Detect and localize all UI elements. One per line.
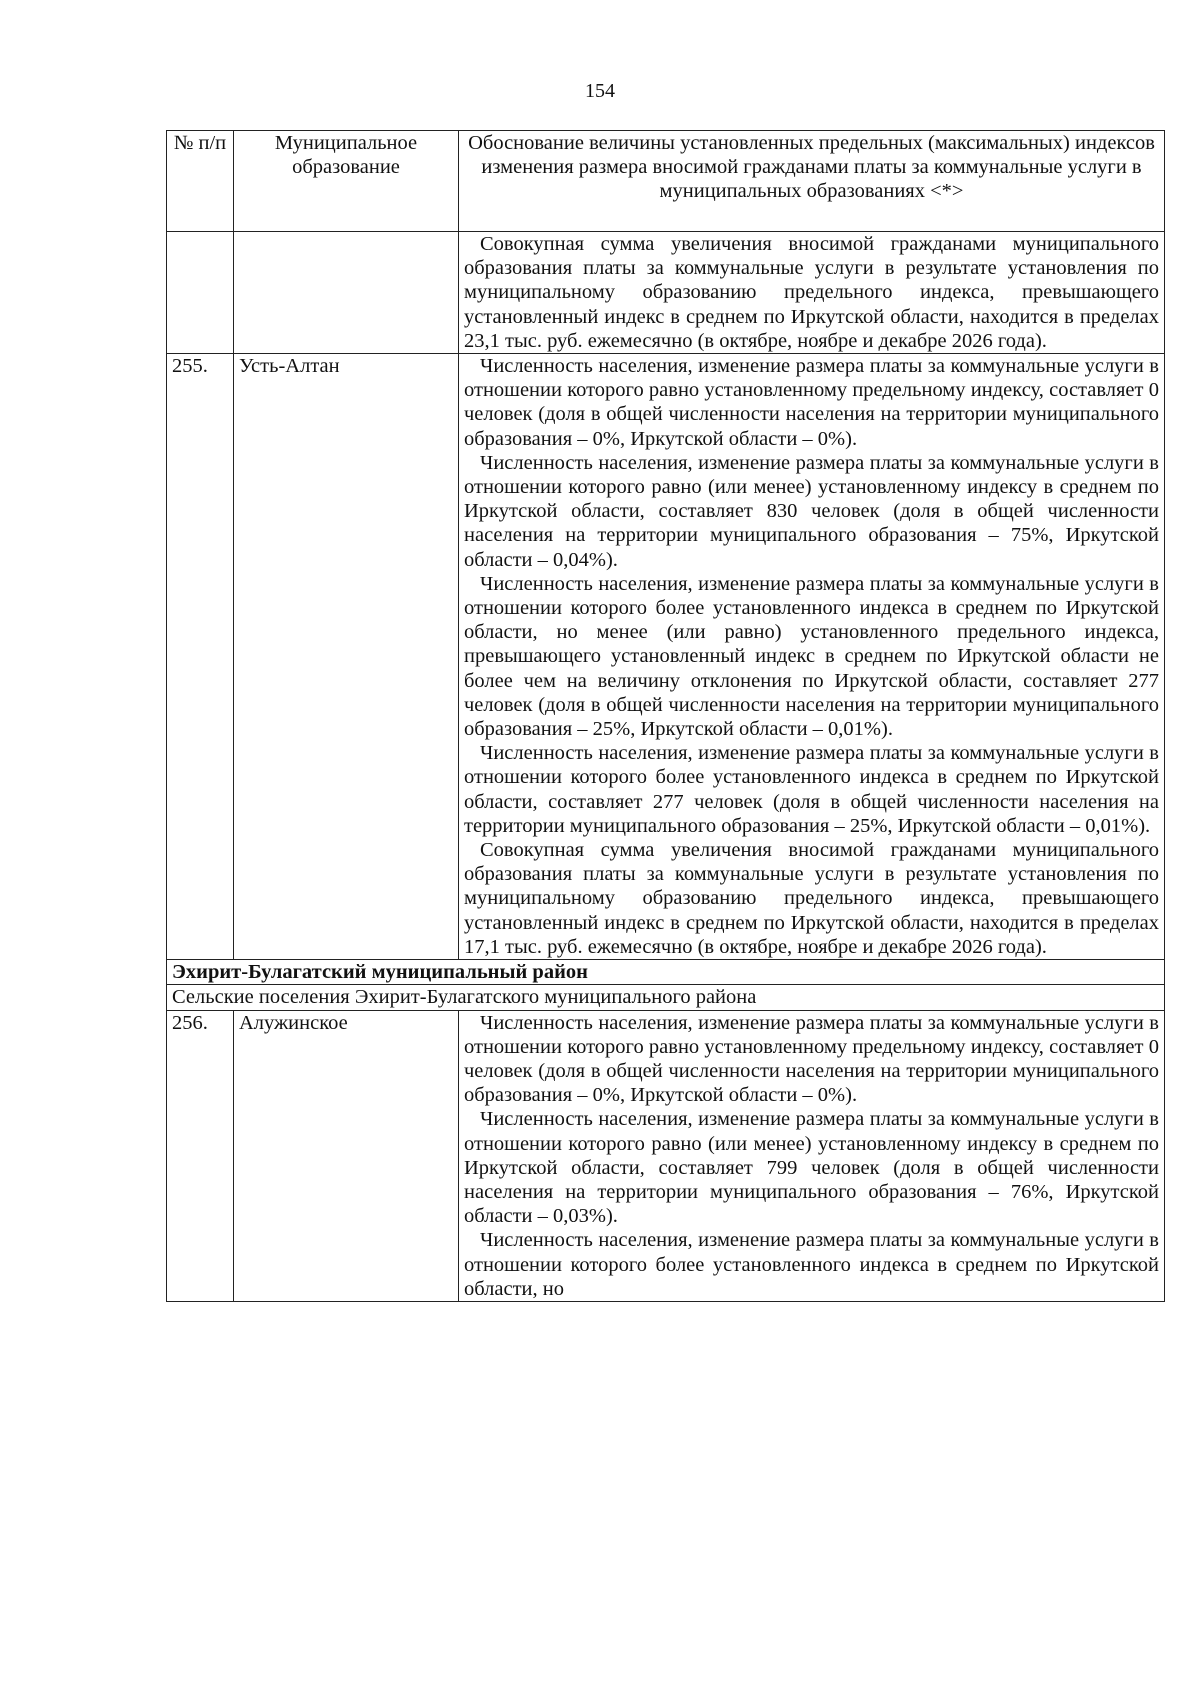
table-header-row (167, 131, 1165, 232)
tariff-index-table (166, 130, 1165, 1302)
district-title: Эхирит-Булагатский муниципальный район (167, 960, 1165, 985)
table-row-256 (167, 1010, 1165, 1301)
justification-paragraph: Численность населения, изменение размера платы за коммунальные услуги в отношении которого более установленного индекса в среднем по Иркутской области, но менее (или равно) установленного предельного индекса, превышающего установленный индекс в среднем по Иркутской области не более чем на величину отклонения по Иркутской области, составляет 277 человек (доля в общей численности населения на территории муниципального образования – 25%, Иркутской области – 0,01%). (464, 572, 1159, 741)
row-num: 256. (167, 1010, 234, 1301)
justification-paragraph: Совокупная сумма увеличения вносимой гражданами муниципального образования платы за коммунальные услуги в результате установления по муниципальному образованию предельного индекса, превышающего установленный индекс в среднем по Иркутской области, находится в пределах 17,1 тыс. руб. ежемесячно (в октябре, ноябре и декабре 2026 года). (464, 839, 1159, 958)
table-row-255 (167, 354, 1165, 960)
settlement-heading-row (167, 985, 1165, 1010)
row-justification (459, 232, 1165, 354)
header-municipality: Муниципальное образование (234, 131, 459, 232)
row-justification (459, 354, 1165, 960)
justification-paragraph: Численность населения, изменение размера платы за коммунальные услуги в отношении которого равно (или менее) установленному индексу в среднем по Иркутской области, составляет 830 человек (доля в общей численности населения на территории муниципального образования – 75%, Иркутской области – 0,04%). (464, 451, 1159, 571)
row-municipality-name: Усть-Алтан (234, 354, 459, 960)
justification-paragraph: Численность населения, изменение размера платы за коммунальные услуги в отношении которого равно установленному предельному индексу, составляет 0 человек (доля в общей численности населения на территории муниципального образования – 0%, Иркутской области – 0%). (464, 1011, 1159, 1107)
table-row-continuation (167, 232, 1165, 354)
district-heading-row (167, 960, 1165, 985)
justification-paragraph: Численность населения, изменение размера платы за коммунальные услуги в отношении которого более установленного индекса в среднем по Иркутской области, но (464, 1229, 1159, 1300)
row-name-empty (234, 232, 459, 354)
justification-paragraph: Численность населения, изменение размера платы за коммунальные услуги в отношении которого равно (или менее) установленному индексу в среднем по Иркутской области, составляет 799 человек (доля в общей численности населения на территории муниципального образования – 76%, Иркутской области – 0,03%). (464, 1108, 1159, 1228)
page-number: 154 (585, 80, 615, 102)
settlement-title: Сельские поселения Эхирит-Булагатского муниципального района (167, 985, 1165, 1010)
row-num-empty (167, 232, 234, 354)
row-municipality-name: Алужинское (234, 1010, 459, 1301)
row-num: 255. (167, 354, 234, 960)
justification-paragraph: Численность населения, изменение размера платы за коммунальные услуги в отношении которого равно установленному предельному индексу, составляет 0 человек (доля в общей численности населения на территории муниципального образования – 0%, Иркутской области – 0%). (464, 355, 1159, 450)
header-justification: Обоснование величины установленных предельных (максимальных) индексов изменения размера вносимой гражданами платы за коммунальные услуги в муниципальных образованиях <*> (459, 131, 1165, 232)
justification-paragraph: Численность населения, изменение размера платы за коммунальные услуги в отношении которого более установленного индекса в среднем по Иркутской области, составляет 277 человек (доля в общей численности населения на территории муниципального образования – 25%, Иркутской области – 0,01%). (464, 742, 1159, 837)
row-justification (459, 1010, 1165, 1301)
header-num: № п/п (167, 131, 234, 232)
justification-paragraph: Совокупная сумма увеличения вносимой гражданами муниципального образования платы за коммунальные услуги в результате установления по муниципальному образованию предельного индекса, превышающего установленный индекс в среднем по Иркутской области, находится в пределах 23,1 тыс. руб. ежемесячно (в октябре, ноябре и декабре 2026 года). (464, 233, 1159, 352)
